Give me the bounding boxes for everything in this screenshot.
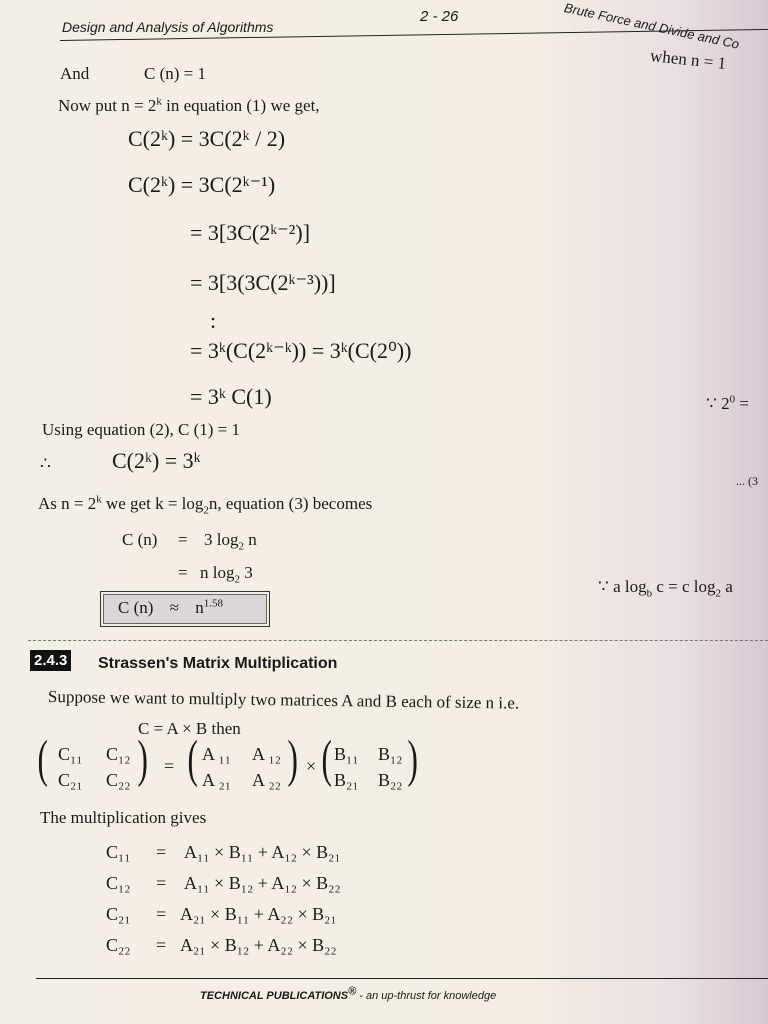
product-lhs-c12: C₁₂ [106, 873, 131, 893]
margin-note-when: when n = 1 [649, 46, 728, 73]
footer-tagline: - an up-thrust for knowledge [356, 990, 497, 1002]
matrix-a-21: A ₂₁ [202, 770, 232, 790]
matrix-b-21: B₂₁ [334, 770, 359, 790]
product-rhs-c21: A₂₁ × B₁₁ + A₂₂ × B₂₁ [180, 904, 337, 924]
section-divider [28, 640, 768, 641]
product-lhs-c22: C₂₂ [106, 935, 131, 955]
matrix-a-12: A ₁₂ [252, 744, 282, 764]
product-eq-c12: = [156, 873, 167, 893]
matrix-b-11: B₁₁ [334, 744, 359, 764]
derivation-step-2: C(2ᵏ) = 3C(2ᵏ⁻¹) [128, 172, 276, 197]
matrix-a-11: A ₁₁ [202, 744, 232, 764]
margin-two-zero-tail: = [735, 394, 749, 413]
matrix-equation [37, 731, 440, 798]
using-equation-line: Using equation (2), C (1) = 1 [42, 420, 240, 439]
log-step-2-rhs [200, 563, 253, 586]
matrix-c-22: C₂₂ [106, 770, 131, 790]
matrix-times: × [306, 756, 317, 776]
matrix-c-21: C₂₁ [58, 770, 83, 790]
product-lhs-c21: C₂₁ [106, 904, 131, 924]
product-lhs-c11: C₁₁ [106, 842, 131, 862]
log-step-2-eq: = [178, 563, 188, 582]
result-formula [118, 598, 223, 618]
section-number: 2.4.3 [30, 650, 71, 671]
section-title: Strassen's Matrix Multiplication [98, 655, 338, 672]
margin-note-two-zero [706, 394, 749, 414]
and-label: And [60, 64, 90, 83]
right-paren-a: ) [287, 731, 298, 788]
derivation-ellipsis: : [210, 308, 217, 333]
derivation-step-5: = 3ᵏ(C(2ᵏ⁻ᵏ)) = 3ᵏ(C(2⁰)) [190, 338, 412, 363]
therefore-symbol: ∴ [40, 454, 51, 473]
result-approx: ≈ [169, 598, 180, 617]
log-rule-end: a [721, 577, 733, 596]
log-rule-sub: b [646, 587, 653, 600]
product-eq-c22: = [156, 935, 167, 955]
left-paren-c: ( [37, 731, 48, 788]
log-step-2-a: n log [200, 563, 235, 582]
product-rhs-c11: A₁₁ × B₁₁ + A₁₂ × B₂₁ [184, 842, 341, 862]
as-n-sub: 2 [203, 504, 209, 517]
derivation-step-4: = 3[3(3C(2ᵏ⁻³))] [190, 270, 336, 295]
matrix-c-11: C₁₁ [58, 744, 83, 764]
matrix-b-12: B₁₂ [378, 744, 403, 764]
log-step-1-eq: = [178, 530, 188, 549]
result-base: n [195, 598, 204, 617]
log-rule-sub2: 2 [715, 587, 721, 600]
base-case: C (n) = 1 [144, 64, 206, 83]
multiplication-gives-line: The multiplication gives [40, 808, 207, 827]
log-step-1-lhs: C (n) [122, 530, 158, 549]
right-paren-c: ) [137, 731, 148, 788]
derivation-result: C(2ᵏ) = 3ᵏ [112, 448, 201, 473]
log-step-2-b: 3 [239, 563, 253, 582]
now-put-sup: k [156, 95, 162, 108]
derivation-step-6: = 3ᵏ C(1) [190, 384, 272, 409]
now-put-text-a: Now put n = 2 [58, 96, 157, 115]
footer-text [200, 985, 497, 1002]
matrix-a-22: A ₂₂ [252, 770, 282, 790]
log-step-1-sub: 2 [238, 540, 244, 553]
now-put-text-b: in equation (1) we get, [161, 96, 320, 115]
suppose-line: Suppose we want to multiply two matrices A and B each of size n i.e. [47, 687, 520, 713]
left-paren-b: ( [321, 731, 332, 788]
now-put-line [58, 96, 320, 116]
running-header-title: Design and Analysis of Algorithms [62, 19, 274, 35]
matrix-b-22: B₂₂ [378, 770, 403, 790]
as-n-line [38, 493, 373, 517]
matrix-equals: = [164, 756, 175, 776]
margin-two-zero-sup: 0 [729, 393, 736, 406]
product-rhs-c12: A₁₁ × B₁₂ + A₁₂ × B₂₂ [184, 873, 341, 893]
derivation-step-3: = 3[3C(2ᵏ⁻²)] [190, 220, 311, 245]
running-header-chapter: Brute Force and Divide and Co [562, 0, 741, 52]
log-step-1-b: n [243, 530, 257, 549]
margin-note-log-rule [598, 577, 733, 600]
derivation-step-1: C(2ᵏ) = 3C(2ᵏ / 2) [128, 126, 286, 151]
product-eq-c11: = [156, 842, 167, 862]
product-rhs-c22: A₂₁ × B₁₂ + A₂₂ × B₂₂ [180, 935, 337, 955]
result-lhs: C (n) [118, 598, 154, 617]
result-exp: 1.58 [203, 597, 224, 610]
as-n-sup: k [96, 493, 102, 506]
log-rule-a: ∵ a log [598, 577, 647, 596]
margin-note-eq3: ... (3 [736, 474, 758, 488]
log-step-1-rhs [204, 530, 257, 553]
log-rule-b: c = c log [652, 577, 716, 596]
left-paren-a: ( [187, 731, 198, 788]
as-n-text-a: As n = 2 [38, 494, 97, 513]
as-n-text-c: n, equation (3) becomes [208, 494, 373, 513]
margin-two-zero-a: ∵ 2 [706, 394, 730, 413]
product-eq-c21: = [156, 904, 167, 924]
c-equals-line: C = A × B then [138, 719, 241, 738]
log-step-1-a: 3 log [204, 530, 239, 549]
footer-reg-mark: ® [348, 985, 357, 998]
footer-brand: TECHNICAL PUBLICATIONS [200, 990, 349, 1002]
as-n-text-b: we get k = log [101, 494, 204, 513]
right-paren-b: ) [407, 731, 418, 788]
footer-rule [36, 978, 768, 979]
log-step-2-sub: 2 [234, 573, 240, 586]
page-number: 2 - 26 [420, 8, 459, 25]
matrix-c-12: C₁₂ [106, 744, 131, 764]
